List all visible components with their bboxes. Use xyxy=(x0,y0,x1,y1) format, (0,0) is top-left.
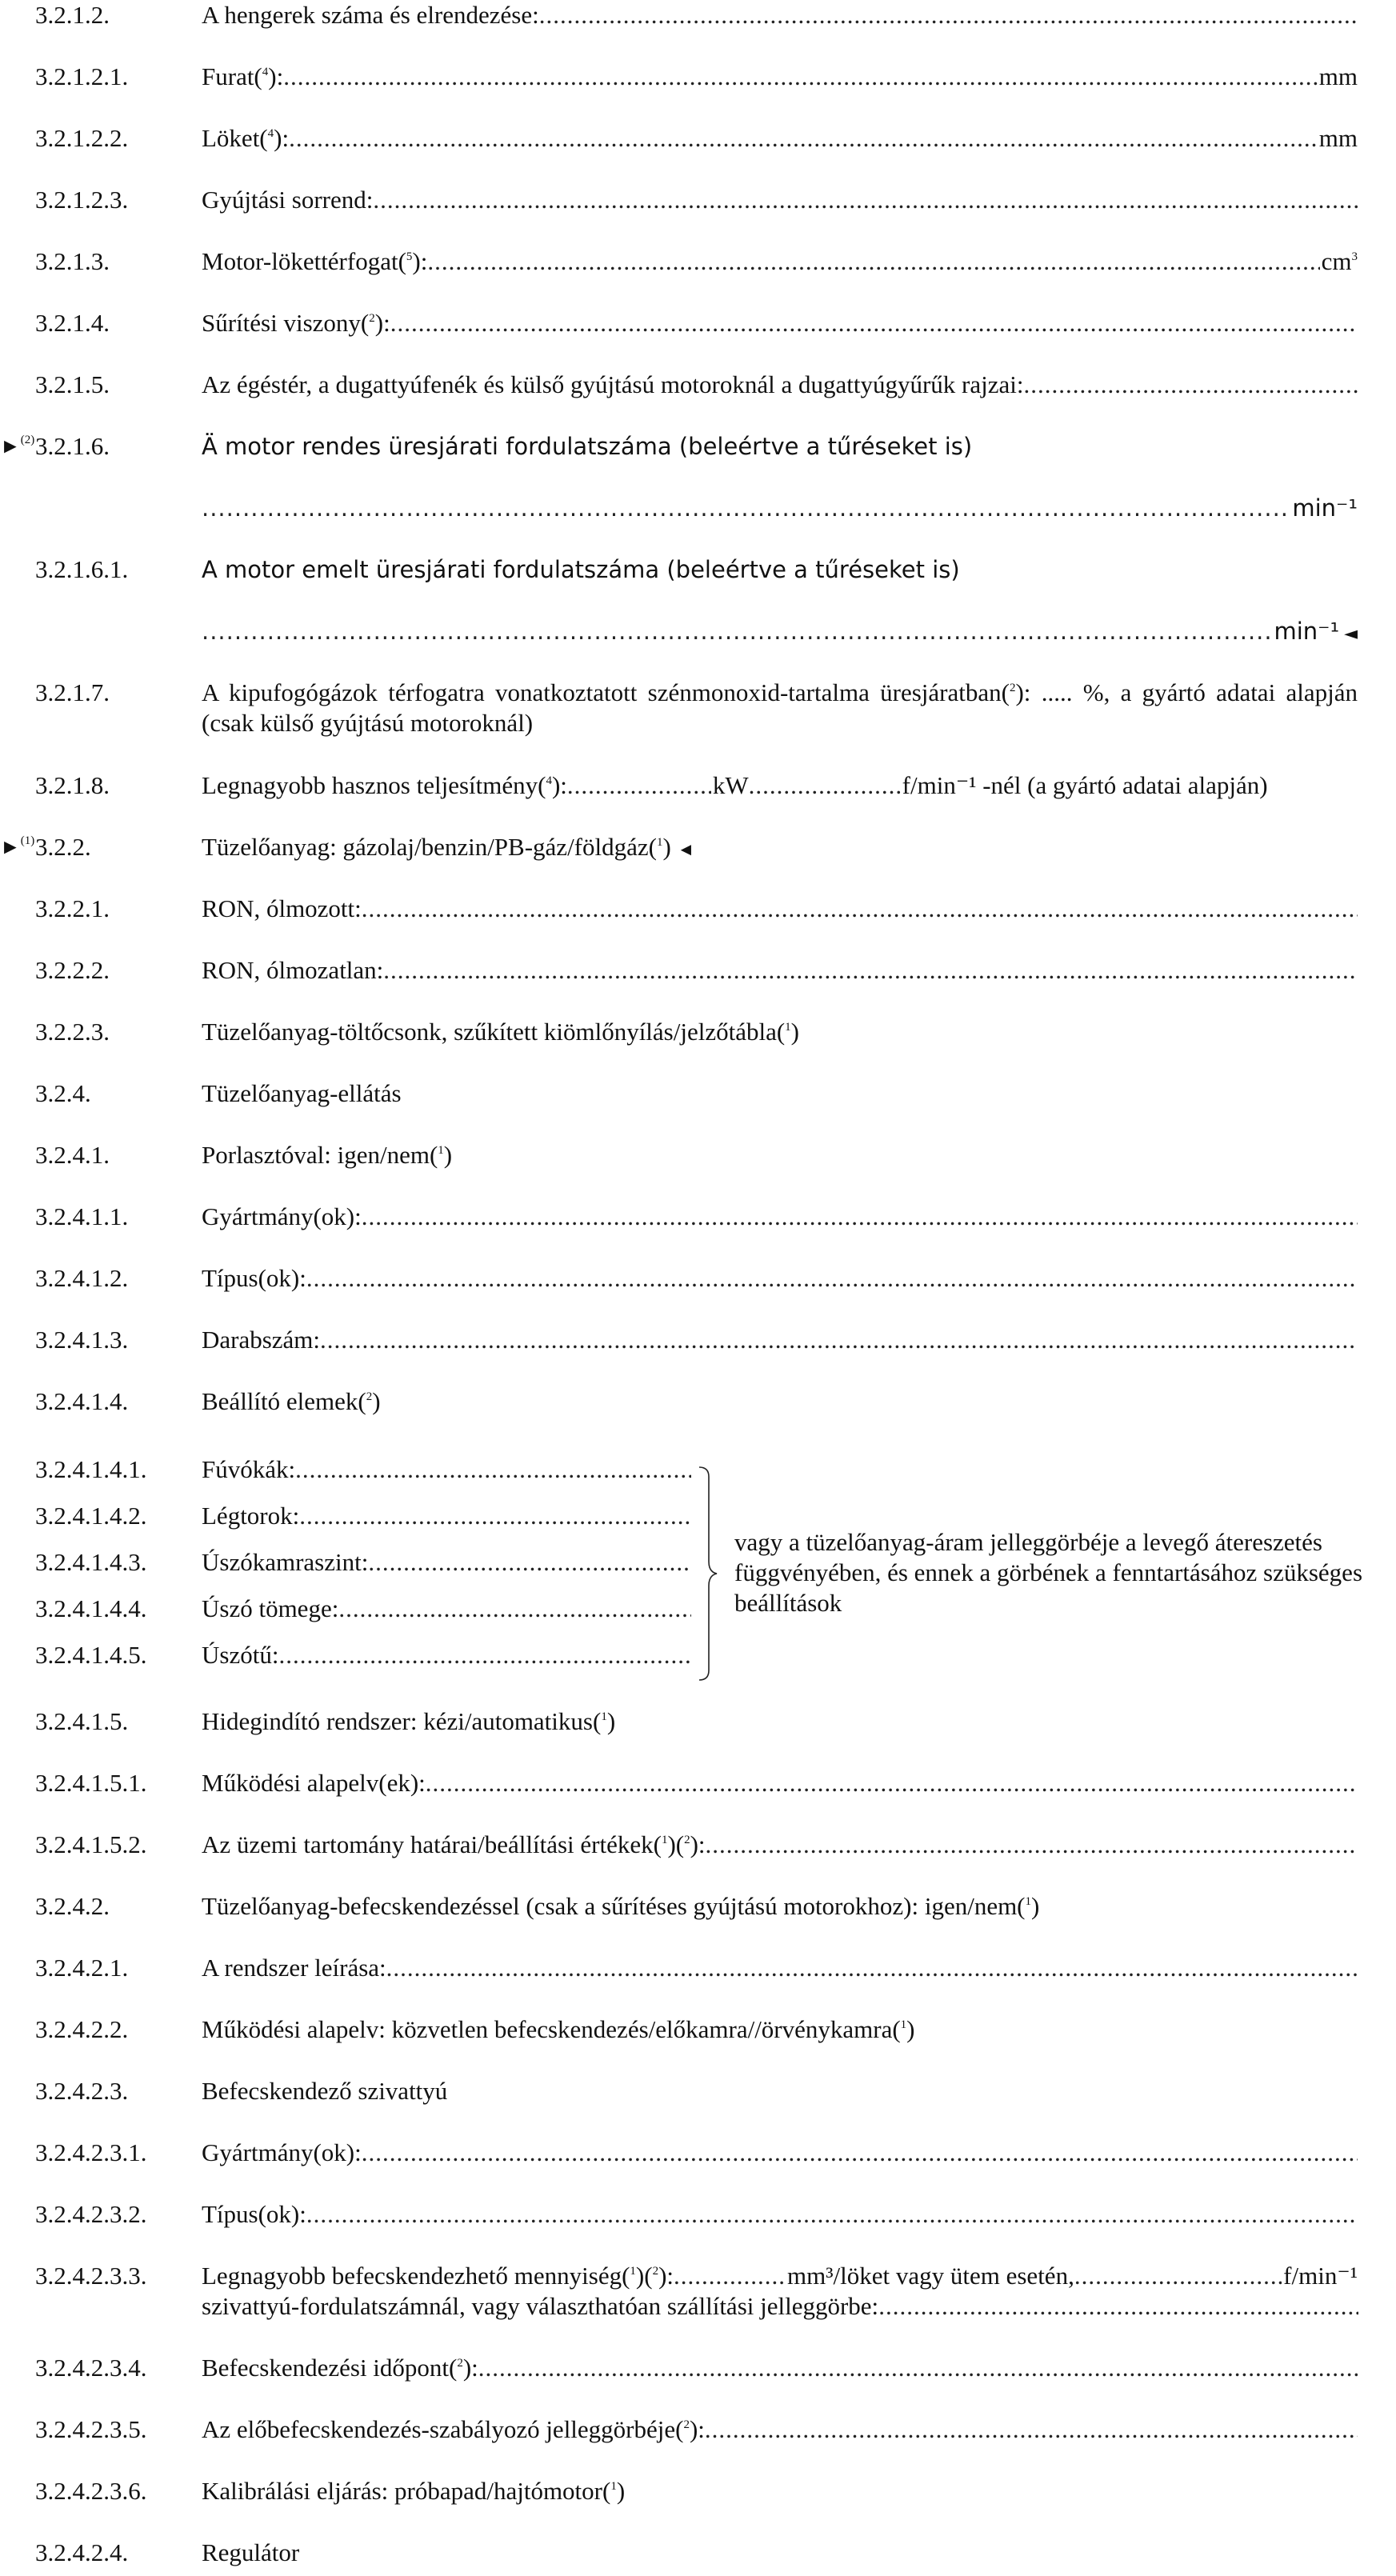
item-number: 3.2.1.2.1. xyxy=(35,62,129,90)
item-label: szivattyú-fordulatszámnál, vagy választhatóan szállítási jelleggörbe: xyxy=(202,2292,879,2320)
item-label: Fúvókák: xyxy=(202,1455,296,1483)
item-number: 3.2.1.4. xyxy=(35,309,110,337)
item-number: 3.2.1.5. xyxy=(35,370,110,398)
footnote-ref: 2 xyxy=(1009,682,1016,694)
item-number: 3.2.1.8. xyxy=(35,771,110,799)
item-label: Az előbefecskendezés-szabályozó jelleggörbéje($^2$): xyxy=(202,2415,705,2443)
item-label: Porlasztóval: igen/nem($^1$) xyxy=(202,1141,453,1169)
fill-dots xyxy=(878,2291,1358,2322)
item-label: Tüzelőanyag: gázolaj/benzin/PB-gáz/földgáz($^1$) ◄ xyxy=(202,833,695,861)
item-number: 3.2.4.1.4.2. xyxy=(35,1502,147,1530)
item-label: Befecskendezési időpont($^2$): xyxy=(202,2354,478,2382)
unit: mm xyxy=(1318,124,1358,152)
item-label: Beállító elemek($^2$) xyxy=(202,1387,381,1415)
item-label: Légtorok: xyxy=(202,1502,300,1530)
item-number: 3.2.4.2.3.4. xyxy=(35,2354,147,2382)
item-number: 3.2.1.2.3. xyxy=(35,186,129,214)
item-label: Gyújtási sorrend: xyxy=(202,186,374,214)
item-number: 3.2.4.2.4. xyxy=(35,2538,129,2566)
item-label: Kalibrálási eljárás: próbapad/hajtómotor($^1$) xyxy=(202,2477,626,2505)
carburettor-note: vagy a tüzelőanyag-áram jelleggörbéje a levegő átereszetés függvényében, és ennek a görbének a fenntartásához szükséges beállítások xyxy=(734,1528,1363,1617)
fill-dots xyxy=(674,2261,786,2291)
item-label: RON, ólmozott: xyxy=(202,894,362,922)
unit: $cm^3$ xyxy=(1321,247,1358,275)
footnote-ref: 1 xyxy=(610,2480,617,2493)
item-label: Úszótű: xyxy=(202,1641,279,1669)
unit-rpm: f/min⁻¹ -nél (a gyártó adatai alapján) xyxy=(902,771,1268,799)
item-label: Tüzelőanyag-töltőcsonk, szűkített kiömlőnyílás/jelzőtábla($^1$) xyxy=(202,1018,799,1046)
item-number: 3.2.2.2. xyxy=(35,956,110,984)
footnote-ref: 1 xyxy=(601,1710,607,1723)
item-number: 3.2.2.3. xyxy=(35,1018,110,1046)
fill-dots xyxy=(427,246,1319,277)
item-label: Legnagyobb befecskendezhető mennyiség($^1$)($^2$): xyxy=(202,2262,674,2290)
item-number: 3.2.4.1. xyxy=(35,1141,110,1169)
item-label: Tüzelőanyag-ellátás xyxy=(202,1079,402,1107)
footnote-ref: 2 xyxy=(684,1834,690,1846)
item-label: RON, ólmozatlan: xyxy=(202,956,384,984)
footnote-ref: 4 xyxy=(262,66,269,78)
fill-dots xyxy=(705,2414,1358,2445)
fill-dots xyxy=(478,2353,1358,2383)
item-label: A hengerek száma és elrendezése: xyxy=(202,1,539,29)
footnote-ref: 4 xyxy=(267,127,274,140)
item-number: 3.2.4.1.3. xyxy=(35,1326,129,1354)
item-label: Típus(ok): xyxy=(202,1264,306,1292)
footnote-ref: 2 xyxy=(369,312,375,325)
item-label: A rendszer leírása: xyxy=(202,1954,386,1982)
fill-dots xyxy=(749,770,901,801)
item-number: 3.2.1.7. xyxy=(35,678,110,706)
unit: min⁻¹ xyxy=(1274,618,1340,645)
item-label: A motor emelt üresjárati fordulatszáma (beleértve a tűréseket is) xyxy=(202,556,960,583)
item-number: 3.2.4.1.4.5. xyxy=(35,1641,147,1669)
brace-icon xyxy=(698,1466,718,1682)
fill-dots xyxy=(426,1768,1358,1798)
footnote-ref: 2 xyxy=(652,2265,659,2278)
item-label: Ä motor rendes üresjárati fordulatszáma (beleértve a tűréseket is) xyxy=(202,433,973,460)
footnote-ref: 1 xyxy=(661,1834,668,1846)
item-number: 3.2.4.1.5. xyxy=(35,1707,129,1735)
footnote-ref: 1 xyxy=(900,2018,907,2031)
item-number: 3.2.2.1. xyxy=(35,894,110,922)
fill-dots xyxy=(299,1501,691,1531)
footnote-ref: 1 xyxy=(785,1021,791,1034)
item-number: 3.2.4.2.1. xyxy=(35,1954,129,1982)
item-number: 3.2.4.2.3.3. xyxy=(35,2262,147,2290)
item-number: 3.2.1.6. xyxy=(35,432,110,460)
footnote-ref: 1 xyxy=(1025,1895,1032,1908)
fill-dots xyxy=(1024,370,1358,400)
footnote-ref: 2 xyxy=(366,1390,373,1403)
item-label: Legnagyobb hasznos teljesítmény($^4$): xyxy=(202,771,567,799)
item-label: Furat($^4$): xyxy=(202,62,284,90)
item-label: Úszó tömege: xyxy=(202,1594,339,1622)
unit-kw: kW xyxy=(712,771,749,799)
item-number: 3.2.4. xyxy=(35,1079,91,1107)
item-number: 3.2.4.2.3.6. xyxy=(35,2477,147,2505)
footnote-ref: 2 xyxy=(457,2357,463,2370)
fill-dots xyxy=(306,2199,1358,2230)
footnote-ref: 4 xyxy=(546,774,552,787)
fill-dots xyxy=(362,1202,1358,1232)
item-number: 3.2.4.2. xyxy=(35,1892,110,1920)
fill-dots xyxy=(283,62,1318,92)
amendment-marker: ►$^{(2)}$ xyxy=(0,434,35,458)
item-number: 3.2.4.2.3.2. xyxy=(35,2200,147,2228)
fill-dots xyxy=(373,185,1358,215)
fill-dots xyxy=(362,2138,1358,2168)
item-number: 3.2.4.2.3. xyxy=(35,2077,129,2105)
item-label: Darabszám: xyxy=(202,1326,321,1354)
item-label: Működési alapelv(ek): xyxy=(202,1769,426,1797)
fill-dots xyxy=(368,1547,691,1578)
item-label: Működési alapelv: közvetlen befecskendezés/előkamra//örvénykamra($^1$) xyxy=(202,2015,915,2043)
amendment-arrow-icon: ► xyxy=(0,835,21,858)
item-label: Sűrítési viszony($^2$): xyxy=(202,309,390,337)
item-label: Motor-lökettérfogat($^5$): xyxy=(202,247,428,275)
item-number: 3.2.4.2.2. xyxy=(35,2015,129,2043)
amendment-end-icon: ◄ xyxy=(677,839,695,859)
item-number: 3.2.4.1.1. xyxy=(35,1202,129,1230)
fill-dots xyxy=(278,1640,691,1670)
amendment-marker: ►$^{(1)}$ xyxy=(0,834,35,858)
item-label: Hidegindító rendszer: kézi/automatikus($^1$) xyxy=(202,1707,616,1735)
fill-dots xyxy=(362,894,1358,924)
item-number: 3.2.4.1.2. xyxy=(35,1264,129,1292)
item-number: 3.2.2. xyxy=(35,833,91,861)
item-number: 3.2.4.1.4.3. xyxy=(35,1548,147,1576)
fill-dots xyxy=(706,1830,1358,1860)
unit: f/min⁻¹ xyxy=(1283,2262,1358,2290)
fill-dots xyxy=(338,1594,691,1624)
footnote-ref: 5 xyxy=(406,250,413,263)
unit: mm xyxy=(1318,62,1358,90)
item-number: 3.2.1.6.1. xyxy=(35,555,129,583)
item-number: 3.2.4.1.4. xyxy=(35,1387,129,1415)
item-number: 3.2.1.2.2. xyxy=(35,124,129,152)
item-number: 3.2.4.2.3.5. xyxy=(35,2415,147,2443)
footnote-ref: 2 xyxy=(683,2418,690,2431)
fill-dots xyxy=(295,1454,691,1485)
item-number: 3.2.4.1.5.1. xyxy=(35,1769,147,1797)
item-label: Az égéstér, a dugattyúfenék és külső gyújtású motoroknál a dugattyúgyűrűk rajzai: xyxy=(202,370,1024,398)
item-number: 3.2.4.1.4.4. xyxy=(35,1594,147,1622)
fill-dots xyxy=(567,770,711,801)
item-label: Tüzelőanyag-befecskendezéssel (csak a sűrítéses gyújtású motorokhoz): igen/nem($^1$) xyxy=(202,1892,1040,1920)
fill-dots xyxy=(202,493,1290,523)
fill-dots xyxy=(539,0,1358,30)
item-number: 3.2.4.1.4.1. xyxy=(35,1455,147,1483)
fill-dots xyxy=(386,1953,1358,1983)
footnote-ref: 1 xyxy=(630,2265,636,2278)
item-label: Az üzemi tartomány határai/beállítási értékek($^1$)($^2$): xyxy=(202,1830,706,1858)
item-label: Löket($^4$): xyxy=(202,124,290,152)
fill-dots xyxy=(202,616,1272,646)
item-label: Úszókamraszint: xyxy=(202,1548,369,1576)
item-label: Gyártmány(ok): xyxy=(202,2138,362,2166)
footnote-ref: 1 xyxy=(438,1144,444,1157)
item-label: Regulátor xyxy=(202,2538,300,2566)
fill-dots xyxy=(289,123,1318,154)
item-label: A kipufogógázok térfogatra vonatkoztatott szénmonoxid-tartalma üresjáratban($^2$): ..... %, a gyártó adatai alapján (csak külső gyújtású motoroknál) xyxy=(202,678,1358,737)
footnote-ref: 1 xyxy=(656,836,663,849)
fill-dots xyxy=(383,955,1358,986)
unit: min⁻¹ xyxy=(1292,494,1358,522)
fill-dots xyxy=(306,1263,1358,1294)
item-number: 3.2.4.2.3.1. xyxy=(35,2138,147,2166)
item-number: 3.2.4.1.5.2. xyxy=(35,1830,147,1858)
item-number: 3.2.1.3. xyxy=(35,247,110,275)
item-number: 3.2.1.2. xyxy=(35,1,110,29)
item-label: Befecskendező szivattyú xyxy=(202,2077,448,2105)
amendment-end-icon: ◄ xyxy=(1344,624,1358,644)
item-label: Gyártmány(ok): xyxy=(202,1202,362,1230)
item-label: Típus(ok): xyxy=(202,2200,306,2228)
fill-dots xyxy=(390,308,1358,338)
fill-dots xyxy=(1074,2261,1282,2291)
unit: mm³/löket vagy ütem esetén, xyxy=(787,2262,1074,2290)
fill-dots xyxy=(320,1325,1358,1355)
amendment-arrow-icon: ► xyxy=(0,434,21,458)
